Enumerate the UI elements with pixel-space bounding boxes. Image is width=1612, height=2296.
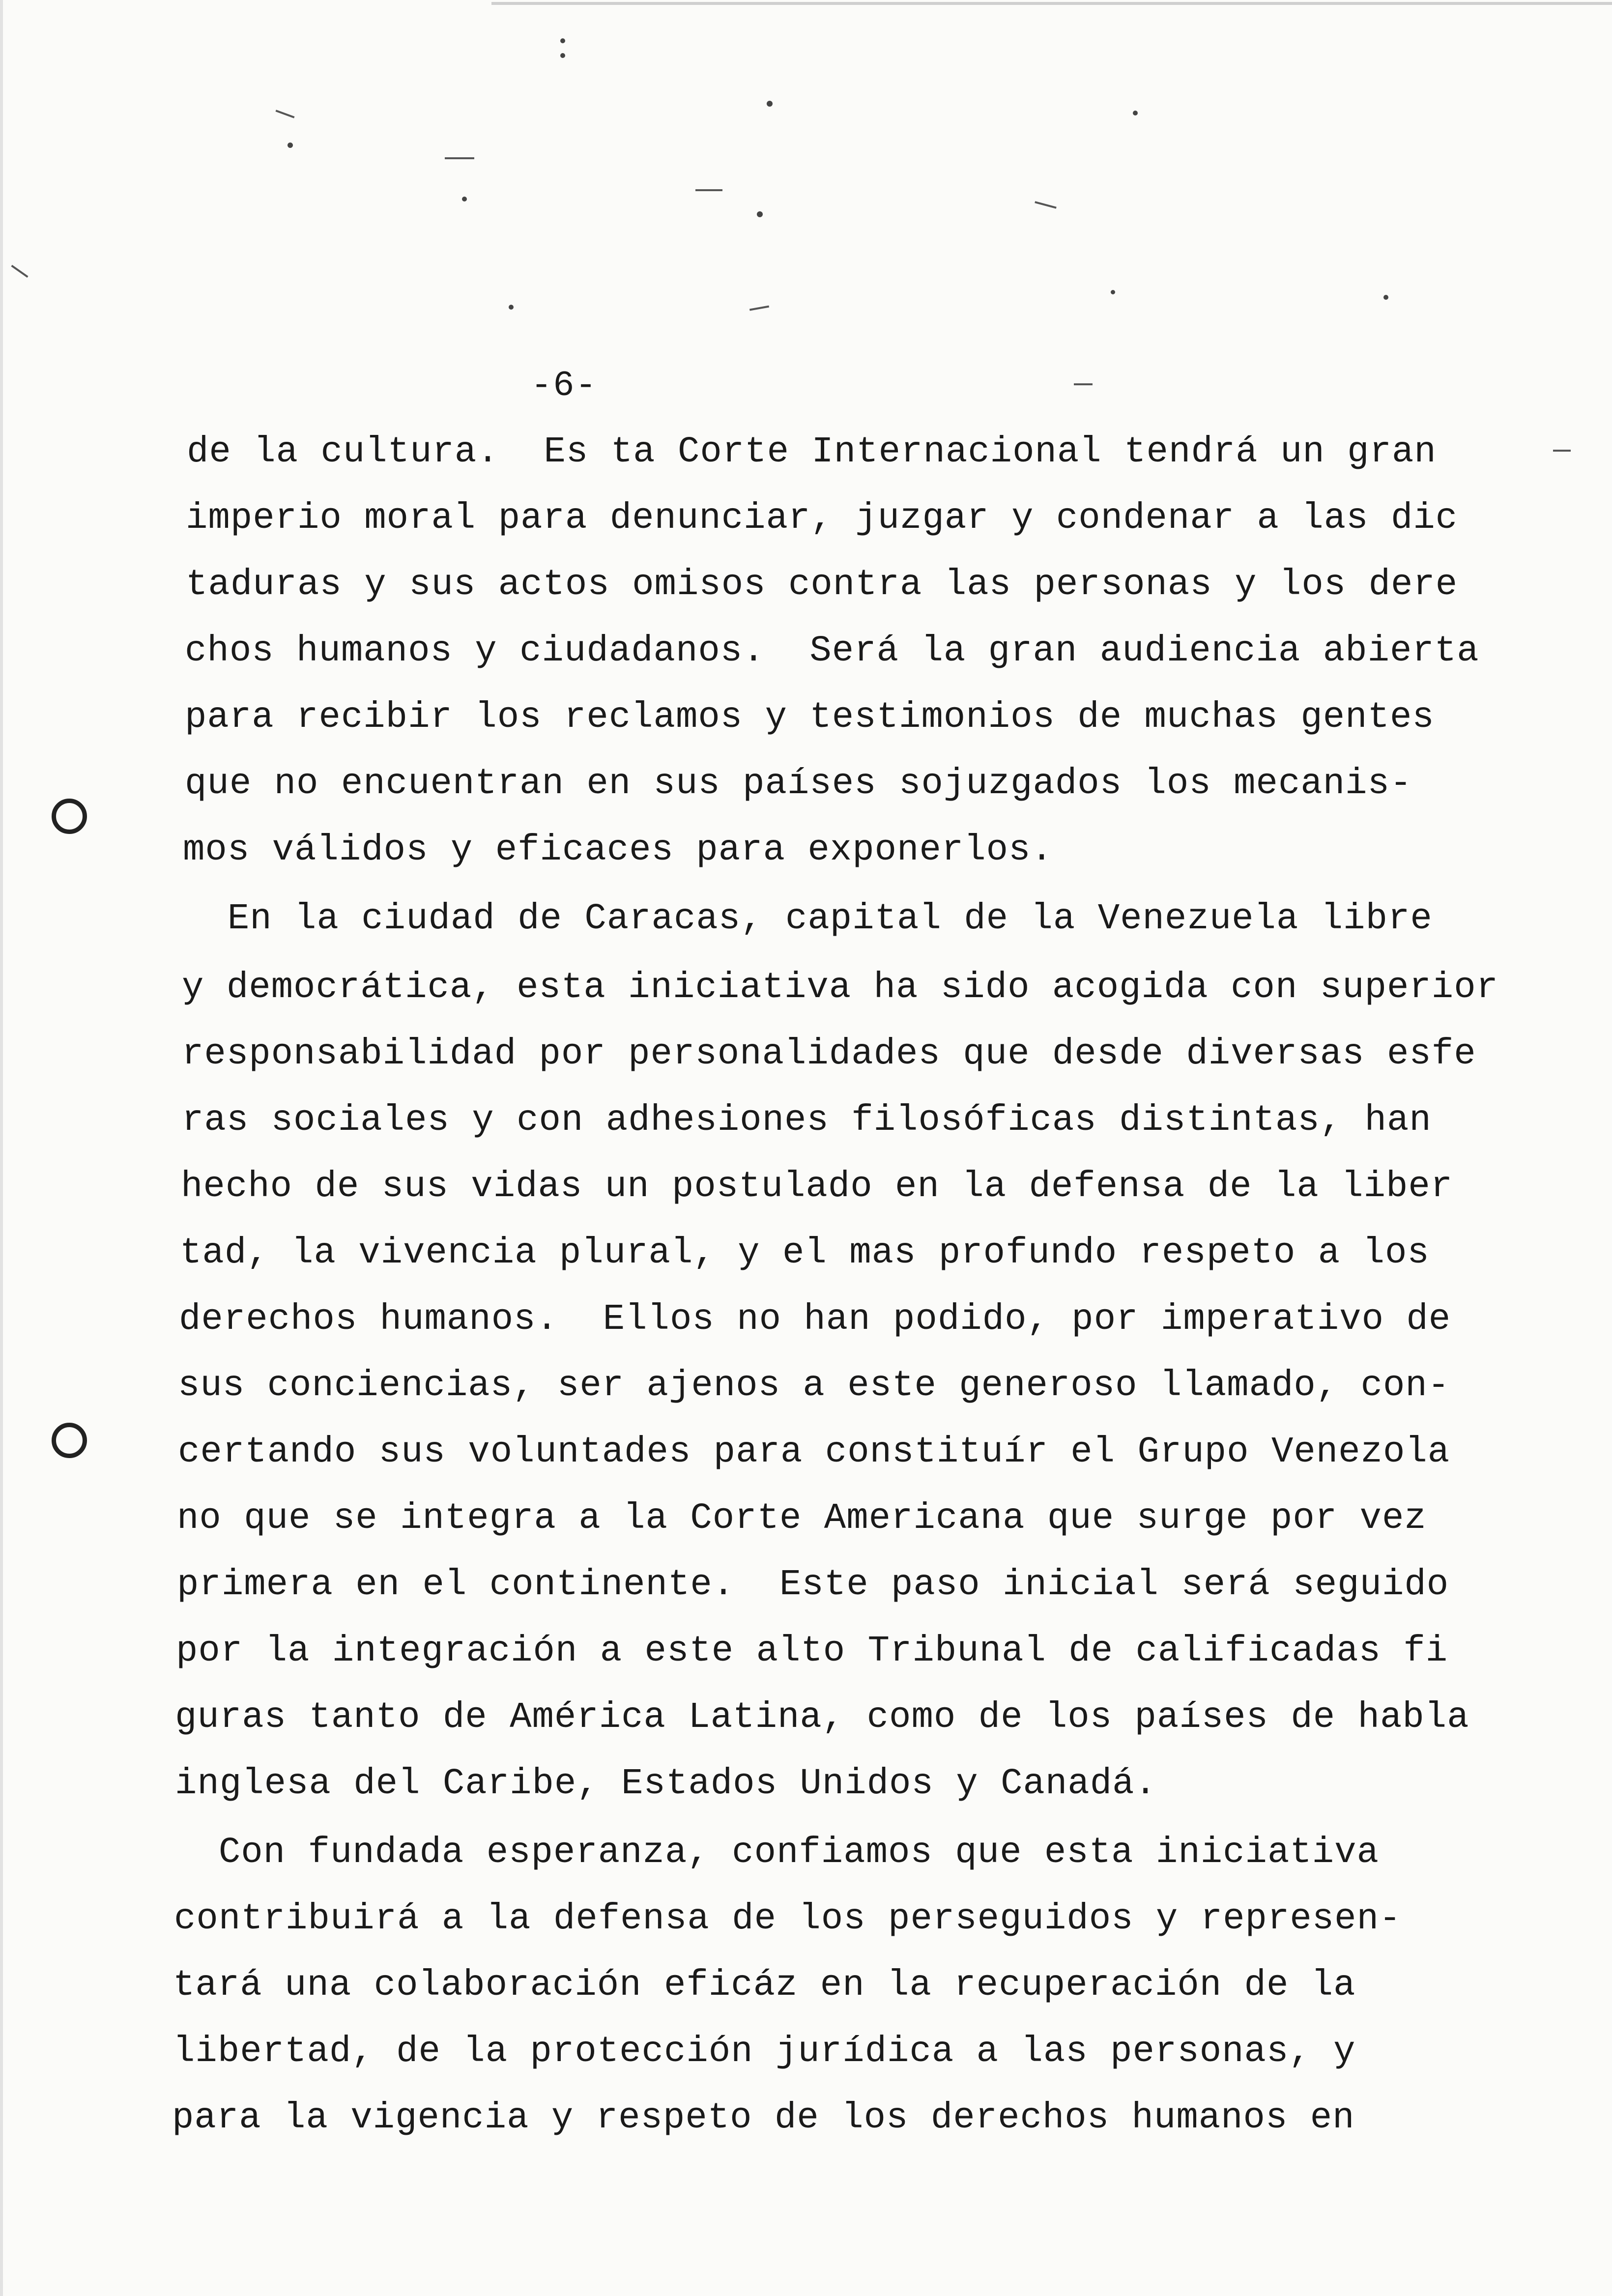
text-line: ras sociales y con adhesiones filosóficas distintas, han [182,1100,1432,1141]
text-line: para recibir los reclamos y testimonios de muchas gentes [185,697,1435,738]
text-line: primera en el continente. Este paso inicial será seguido [177,1564,1449,1606]
text-line: que no encuentran en sus países sojuzgados los mecanis- [185,763,1412,804]
text-line: para la vigencia y respeto de los derechos humanos en [172,2097,1355,2139]
text-line: hecho de sus vidas un postulado en la defensa de la liber [181,1166,1453,1207]
text-line: tad, la vivencia plural, y el mas profundo respeto a los [180,1233,1430,1274]
text-line: contribuirá a la defensa de los perseguidos y represen- [174,1898,1402,1940]
text-line: inglesa del Caribe, Estados Unidos y Canadá. [175,1763,1157,1805]
text-line: responsabilidad por personalidades que desde diversas esfe [182,1033,1476,1075]
text-line: no que se integra a la Corte Americana que surge por vez [177,1498,1427,1539]
text-line: chos humanos y ciudadanos. Será la gran audiencia abierta [185,631,1479,672]
text-line: imperio moral para denunciar, juzgar y condenar a las dic [186,498,1458,539]
text-line: taduras y sus actos omisos contra las personas y los dere [186,564,1458,605]
text-line: por la integración a este alto Tribunal de calificadas fi [176,1631,1448,1672]
text-line: de la cultura. Es ta Corte Internacional tendrá un gran [187,431,1437,473]
text-line: libertad, de la protección jurídica a las personas, y [173,2031,1356,2072]
text-line: Con fundada esperanza, confiamos que esta iniciativa [174,1832,1379,1873]
text-line: derechos humanos. Ellos no han podido, por imperativo de [179,1299,1451,1340]
text-line: certando sus voluntades para constituír el Grupo Venezola [178,1432,1450,1473]
text-line: En la ciudad de Caracas, capital de la Venezuela libre [183,898,1433,940]
page-number: -6- [531,366,598,406]
text-line: y democrática, esta iniciativa ha sido acogida con superior [182,967,1499,1008]
text-line: mos válidos y eficaces para exponerlos. [183,830,1053,871]
text-line: guras tanto de América Latina, como de los países de habla [175,1697,1469,1738]
text-line: tará una colaboración eficáz en la recuperación de la [173,1965,1356,2006]
text-line: sus conciencias, ser ajenos a este generoso llamado, con- [178,1365,1450,1406]
